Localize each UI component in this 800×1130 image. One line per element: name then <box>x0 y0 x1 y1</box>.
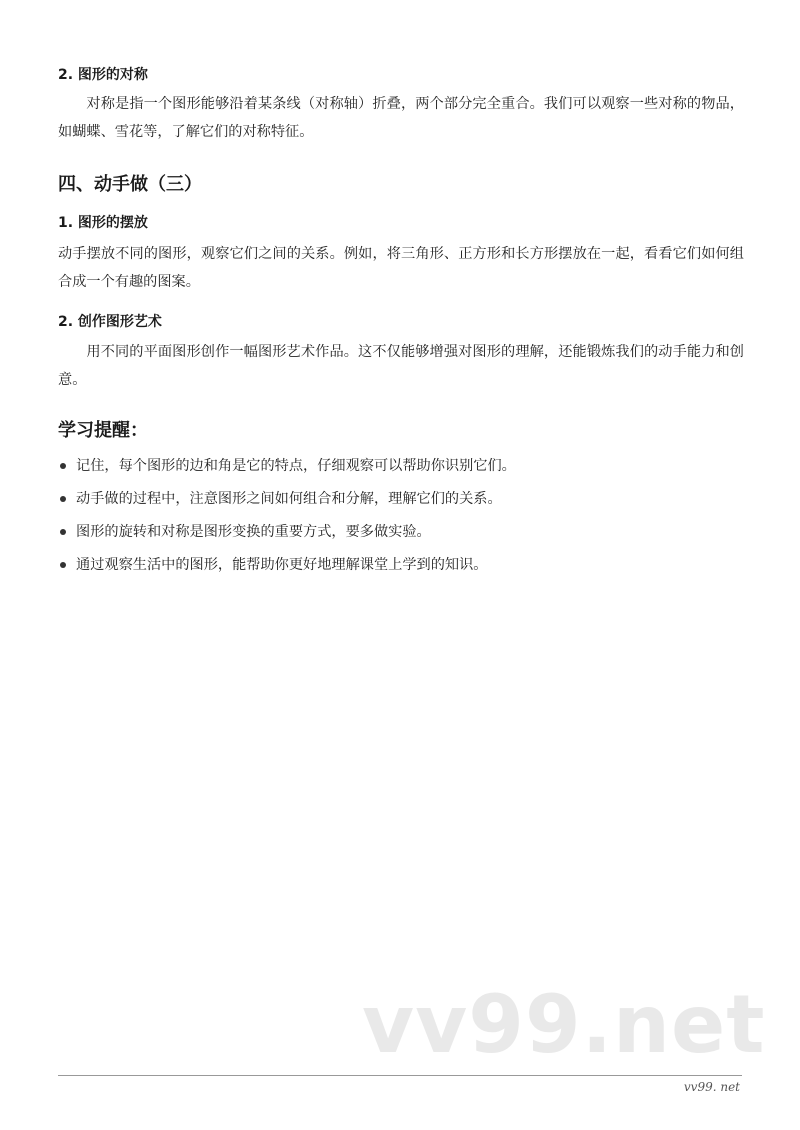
list-item-text: 动手做的过程中，注意图形之间如何组合和分解，理解它们的关系。 <box>76 491 502 507</box>
list-item <box>58 518 744 551</box>
section-heading-symmetry: 2. 图形的对称 <box>58 67 148 83</box>
paragraph-placement: 动手摆放不同的图形，观察它们之间的关系。例如，将三角形、正方形和长方形摆放在一起，看看它们如何组合成一个有趣的图案。 <box>58 246 744 290</box>
watermark: vv99.net <box>362 978 766 1071</box>
reminders-heading: 学习提醒： <box>58 420 148 441</box>
paragraph-art: 用不同的平面图形创作一幅图形艺术作品。这不仅能够增强对图形的理解，还能锻炼我们的动手能力和创意。 <box>58 344 744 388</box>
chapter-heading-hands-on-three: 四、动手做（三） <box>58 174 202 195</box>
section-heading-art: 2. 创作图形艺术 <box>58 314 162 330</box>
footer-divider <box>58 1075 742 1076</box>
bullet-icon <box>60 529 66 535</box>
bullet-icon <box>60 562 66 568</box>
list-item-text: 记住，每个图形的边和角是它的特点，仔细观察可以帮助你识别它们。 <box>76 458 516 474</box>
list-item-text: 通过观察生活中的图形，能帮助你更好地理解课堂上学到的知识。 <box>76 557 488 573</box>
reminders-list <box>58 452 744 584</box>
list-item <box>58 485 744 518</box>
footer-site-label: vv99. net <box>683 1080 740 1094</box>
list-item-text: 图形的旋转和对称是图形变换的重要方式，要多做实验。 <box>76 524 431 540</box>
bullet-icon <box>60 496 66 502</box>
list-item <box>58 551 744 584</box>
section-heading-placement: 1. 图形的摆放 <box>58 215 148 231</box>
list-item <box>58 452 744 485</box>
bullet-icon <box>60 463 66 469</box>
paragraph-symmetry: 对称是指一个图形能够沿着某条线（对称轴）折叠，两个部分完全重合。我们可以观察一些对称的物品，如蝴蝶、雪花等，了解它们的对称特征。 <box>58 96 744 140</box>
